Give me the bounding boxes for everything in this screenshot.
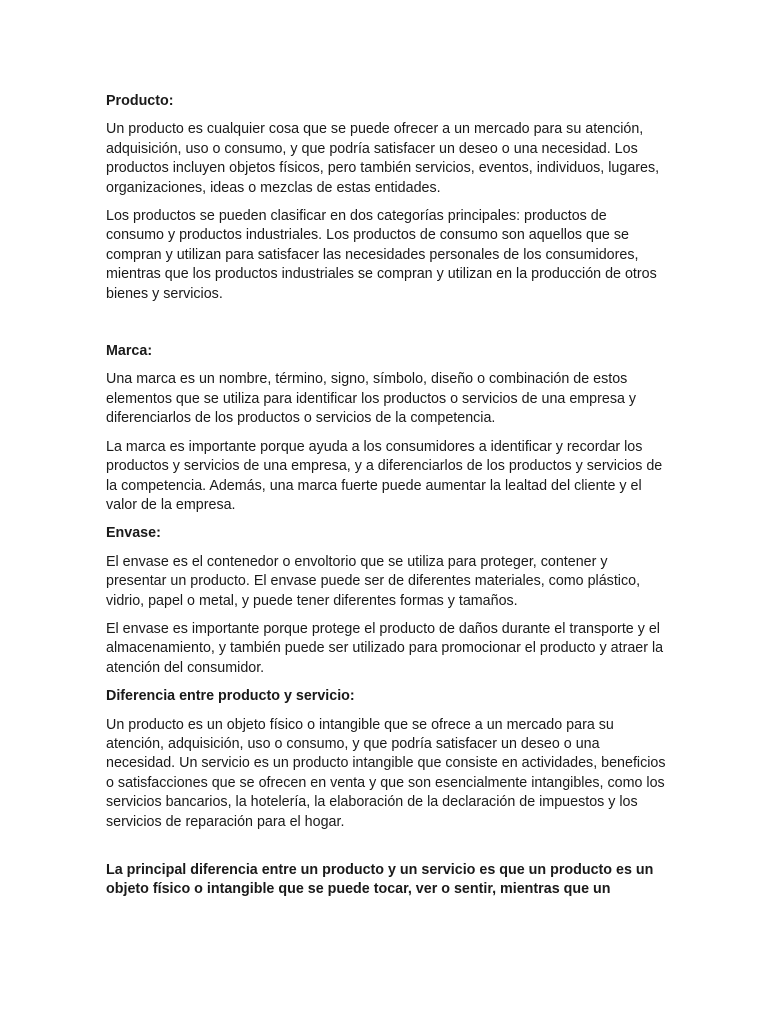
section-producto	[106, 92, 666, 304]
section-envase	[106, 524, 666, 678]
section-spacer	[106, 841, 666, 861]
paragraph-envase-importancia: El envase es importante porque protege el producto de daños durante el transporte y el almacenamiento, y también puede ser utilizado para promocionar el producto y atraer la atención del consumidor.	[106, 620, 664, 676]
document-page	[106, 92, 666, 900]
paragraph-producto-clasificacion: Los productos se pueden clasificar en dos categorías principales: productos de consumo y productos industriales. Los productos de consumo son aquellos que se compran y utilizan para satisfacer las necesidades personales de los consumidores, mientras que los productos industriales se compran y utilizan en la producción de otros bienes y servicios.	[106, 208, 657, 302]
paragraph-envase-definicion: El envase es el contenedor o envoltorio que se utiliza para proteger, contener y presentar un producto. El envase puede ser de diferentes materiales, como plástico, vidrio, papel o metal, y puede tener diferentes formas y tamaños.	[106, 553, 641, 609]
paragraph-marca-importancia: La marca es importante porque ayuda a los consumidores a identificar y recordar los productos y servicios de una empresa, y a diferenciarlos de los productos y servicios de la competencia. Además, una marca fuerte puede aumentar la lealtad del cliente y el valor de la empresa.	[106, 438, 663, 513]
paragraph-diferencia-explicacion: Un producto es un objeto físico o intangible que se ofrece a un mercado para su atención, adquisición, uso o consumo, y que podría satisfacer un deseo o una necesidad. Un servicio es un producto intangible que consiste en actividades, beneficios o satisfacciones que se ofrecen en venta y que son esencialmente intangibles, como los servicios bancarios, la hotelería, la elaboración de la declaración de impuestos y los servicios de reparación para el hogar.	[106, 716, 666, 830]
paragraph-producto-definicion: Un producto es cualquier cosa que se puede ofrecer a un mercado para su atención, adquisición, uso o consumo, y que podría satisfacer un deseo o una necesidad. Los productos incluyen objetos físicos, pero también servicios, eventos, individuos, lugares, organizaciones, ideas o mezclas de estas entidades.	[106, 121, 660, 196]
heading-marca: Marca:	[106, 343, 153, 360]
heading-producto: Producto:	[106, 93, 174, 109]
section-marca	[106, 342, 666, 515]
paragraph-marca-definicion: Una marca es un nombre, término, signo, símbolo, diseño o combinación de estos elementos que se utiliza para identificar los productos o servicios de una empresa y diferenciarlos de los productos o servicios de la competencia.	[106, 371, 637, 427]
heading-diferencia: Diferencia entre producto y servicio:	[106, 688, 355, 705]
section-spacer	[106, 313, 666, 342]
heading-envase: Envase:	[106, 525, 161, 542]
paragraph-diferencia-conclusion: La principal diferencia entre un producto y un servicio es que un producto es un objeto físico o intangible que se puede tocar, ver o sentir, mientras que un	[106, 862, 654, 898]
section-diferencia	[106, 687, 666, 900]
